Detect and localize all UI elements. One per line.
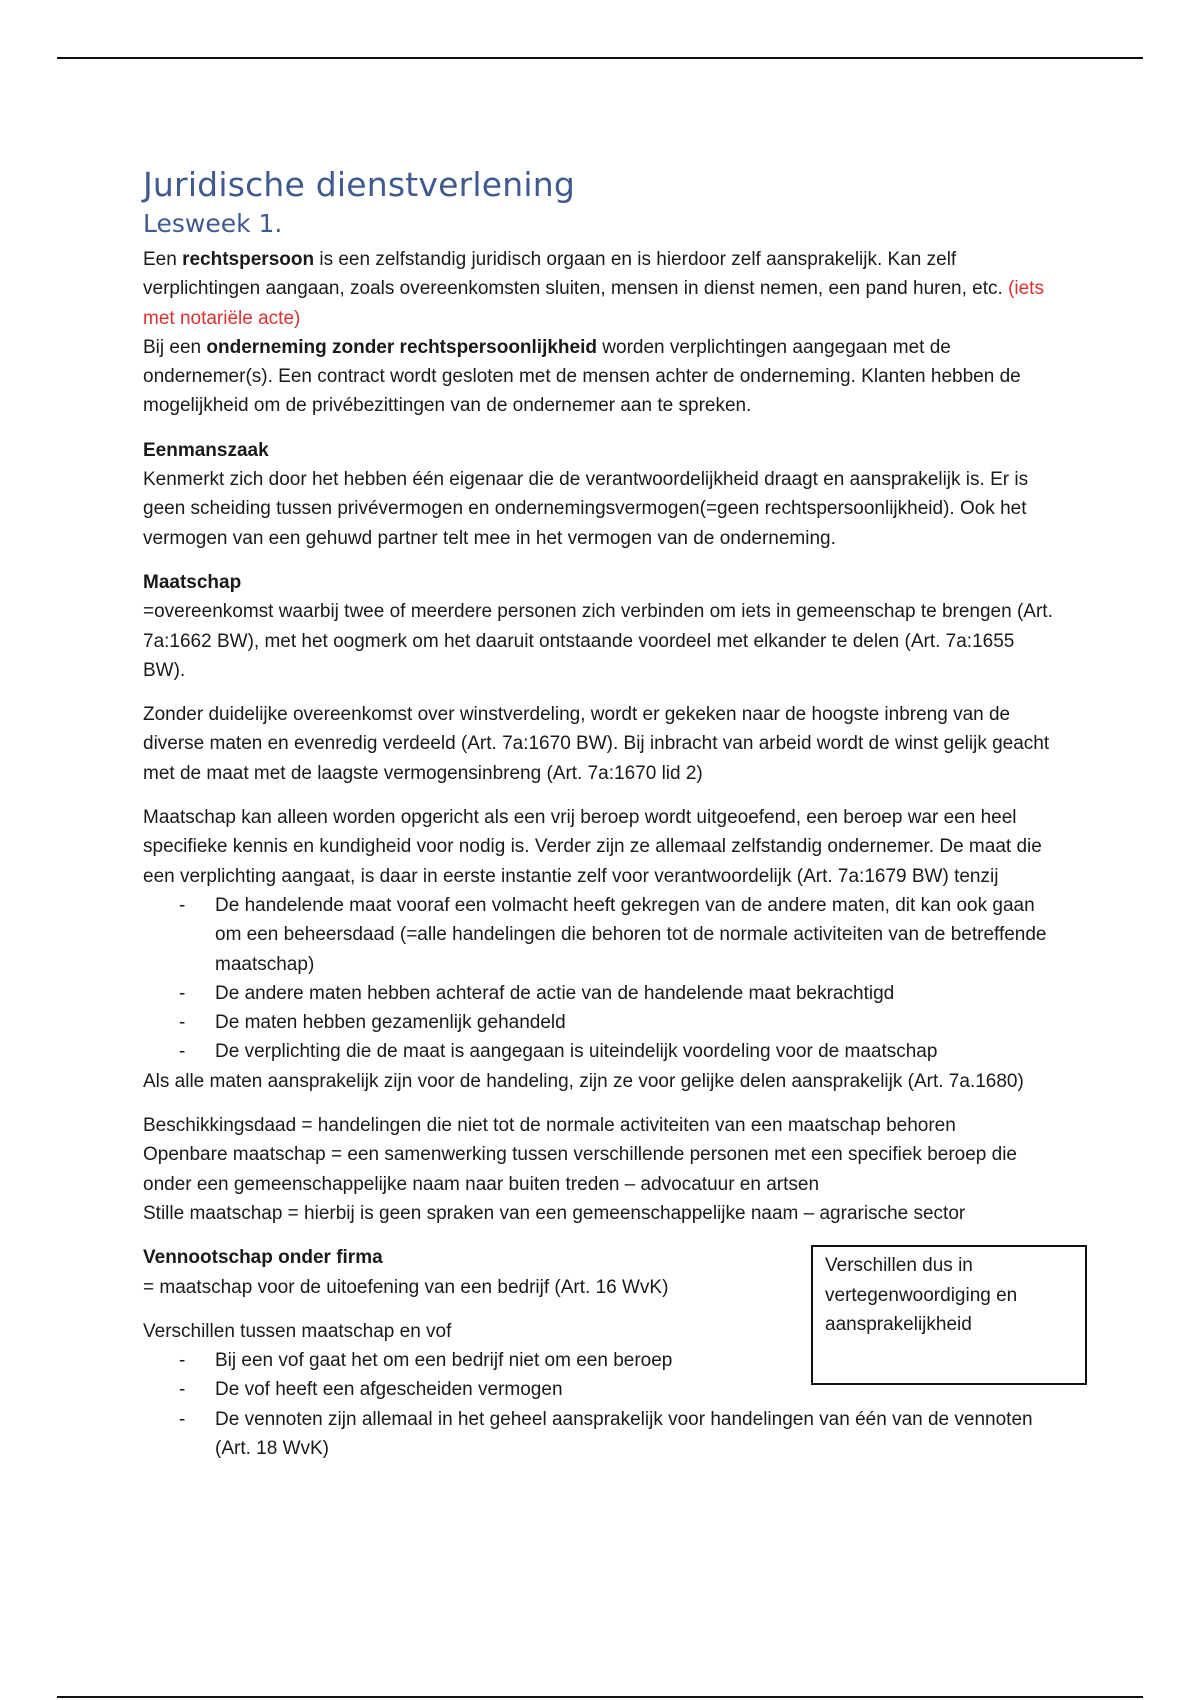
list-item: - Bij een vof gaat het om een bedrijf niet om een beroep [215, 1346, 1053, 1375]
document-body [143, 163, 1053, 1463]
list-item: - De verplichting die de maat is aangegaan is uiteindelijk voordeling voor de maatschap [215, 1037, 1053, 1066]
maatschap-oprichting: Maatschap kan alleen worden opgericht als een vrij beroep wordt uitgeoefend, een beroep war een heel specifieke kennis en kundigheid voor nodig is. Verder zijn ze allemaal zelfstandig ondernemer. De maat die een verplichting aangaat, is daar in eerste instantie zelf voor verantwoordelijk (Art. 7a:1679 BW) tenzij [143, 807, 1042, 887]
intro-onderneming [143, 333, 1053, 421]
intro-p1-term: rechtspersoon [182, 249, 315, 270]
intro-p2-prefix: Bij een [143, 336, 207, 358]
vof-definition: = maatschap voor de uitoefening van een bedrijf (Art. 16 WvK) [143, 1276, 669, 1298]
maatschap-gelijke-delen: Als alle maten aansprakelijk zijn voor de handeling, zijn ze voor gelijke delen aansprakelijk (Art. 7a.1680) [143, 1070, 1024, 1092]
page-title: Juridische dienstverlening [143, 165, 576, 204]
intro-p1-rest: is een zelfstandig juridisch orgaan en is hierdoor zelf aansprakelijk. Kan zelf verplichtingen aangaan, zoals overeenkomsten sluiten, mensen in dienst nemen, een pand huren, etc. [143, 249, 1009, 300]
intro-rechtspersoon [143, 245, 1053, 333]
page-subtitle: Lesweek 1. [143, 209, 283, 238]
list-item: - De andere maten hebben achteraf de actie van de handelende maat bekrachtigd [215, 979, 1053, 1008]
list-item: - De handelende maat vooraf een volmacht heeft gekregen van de andere maten, dit kan ook gaan om een beheersdaad (=alle handelingen die behoren tot de normale activiteiten van de betreffende maatschap) [215, 891, 1053, 979]
definition-stille-maatschap: Stille maatschap = hierbij is geen spraken van een gemeenschappelijke naam – agrarische sector [143, 1202, 966, 1224]
list-item: - De vof heeft een afgescheiden vermogen [215, 1375, 1053, 1404]
definition-openbare-maatschap: Openbare maatschap = een samenwerking tussen verschillende personen met een specifiek beroep die onder een gemeenschappelijke naam naar buiten treden – advocatuur en artsen [143, 1144, 1017, 1195]
list-item: - De vennoten zijn allemaal in het geheel aansprakelijk voor handelingen van één van de vennoten (Art. 18 WvK) [215, 1405, 1053, 1464]
vof-diff-intro: Verschillen tussen maatschap en vof [143, 1320, 452, 1342]
vof-section [143, 1243, 1053, 1463]
definition-beschikkingsdaad: Beschikkingsdaad = handelingen die niet tot de normale activiteiten van een maatschap behoren [143, 1115, 956, 1137]
vof-heading: Vennootschap onder firma [143, 1247, 383, 1269]
note-box: Verschillen dus in vertegenwoordiging en aansprakelijkheid [811, 1245, 1087, 1385]
list-item: - De maten hebben gezamenlijk gehandeld [215, 1008, 1053, 1037]
maatschap-exceptions-list [143, 891, 1053, 1067]
intro-p2-rest: worden verplichtingen aangegaan met de ondernemer(s). Een contract wordt gesloten met de mensen achter de onderneming. Klanten hebben de mogelijkheid om de privébezittingen van de ondernemer aan te spreken. [143, 336, 1021, 417]
intro-p1-prefix: Een [143, 249, 183, 270]
maatschap-heading: Maatschap [143, 571, 242, 593]
maatschap-definition: =overeenkomst waarbij twee of meerdere personen zich verbinden om iets in gemeenschap te brengen (Art. 7a:1662 BW), met het oogmerk om het daaruit ontstaande voordeel met elkander te delen (Art. 7a:1655 BW). [143, 601, 1053, 681]
intro-p1-note: (iets met notariële acte) [143, 278, 1044, 329]
eenmanszaak-heading: Eenmanszaak [143, 439, 269, 461]
eenmanszaak-text: Kenmerkt zich door het hebben één eigenaar die de verantwoordelijkheid draagt en aansprakelijk is. Er is geen scheiding tussen privévermogen en ondernemingsvermogen(=geen rechtspersoonlijkheid). Ook het vermogen van een gehuwd partner telt mee in het vermogen van de onderneming. [143, 469, 1029, 549]
footer-rule [57, 1696, 1143, 1698]
intro-p2-term: onderneming zonder rechtspersoonlijkheid [206, 336, 597, 358]
header-rule [57, 57, 1143, 59]
maatschap-winst: Zonder duidelijke overeenkomst over winstverdeling, wordt er gekeken naar de hoogste inbreng van de diverse maten en evenredig verdeeld (Art. 7a:1670 BW). Bij inbracht van arbeid wordt de winst gelijk geacht met de maat met de laagste vermogensinbreng (Art. 7a:1670 lid 2) [143, 704, 1050, 784]
